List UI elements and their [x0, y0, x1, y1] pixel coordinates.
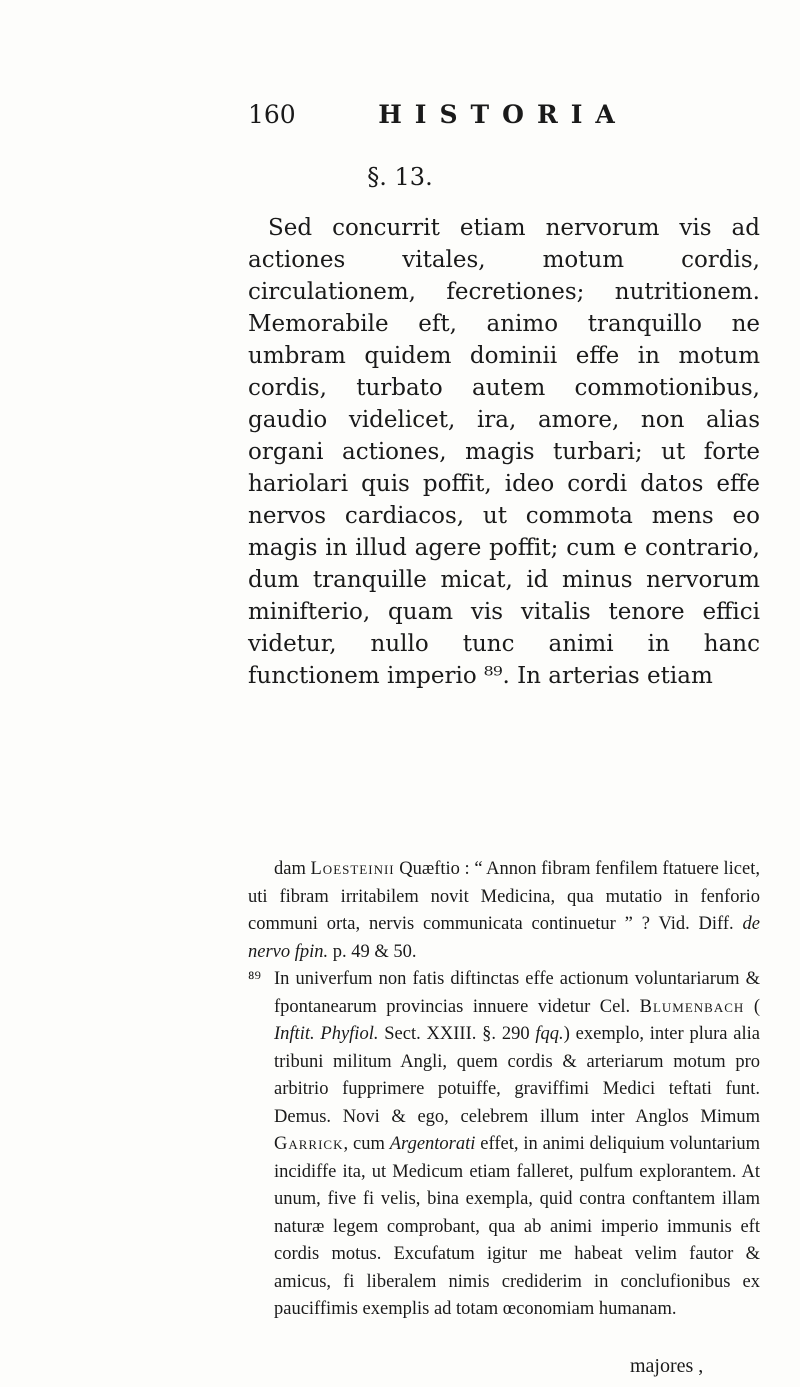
note-text: dam	[274, 859, 311, 879]
abbreviation: fqq.	[535, 1024, 564, 1044]
note-text: , cum	[343, 1134, 390, 1154]
note-text: ) exemplo, inter plura alia tribuni militum Angli, quem cordis & arteriarum motum pro arbitrio fupprimere potuiffe, graviffimi Medici teftati funt. Demus. Novi & ego, celebrem illum inter Anglos Mimum	[274, 1024, 761, 1127]
author-name: Loesteinii	[310, 859, 395, 879]
work-title: de nervo fpin.	[248, 914, 760, 962]
catchword: majores ,	[630, 1355, 704, 1377]
footnote-89	[248, 966, 760, 1324]
page-number: 160	[248, 100, 296, 129]
footnote-continuation	[248, 856, 760, 966]
author-name: Blumenbach	[639, 996, 745, 1017]
footnote-marker: ⁸⁹	[248, 969, 261, 989]
note-text: effet, in animi deliquium voluntarium incidiffe ita, ut Medicum etiam falleret, pulfum explorantem. At unum, five fi velis, bina exempla, quid contra conftantem illam naturæ legem comprobant, qua ab animi imperio immunis eft cordis motus. Excufatum igitur me habeat velim fautor & amicus, fi liberalem nimis crediderim in conclufionibus ex pauciffimis exemplis ad totam œconomiam humanam.	[274, 1134, 760, 1319]
author-name: Garrick	[274, 1134, 344, 1154]
note-text: In univerfum non fatis diftinctas effe actionum voluntariarum & fpontanearum provincias innuere videtur Cel.	[274, 969, 760, 1017]
note-text: p. 49 & 50.	[328, 941, 417, 962]
note-text: Sect. XXIII. §. 290	[378, 1024, 536, 1044]
work-title: Inftit. Phyfiol.	[274, 1024, 379, 1044]
note-text: (	[744, 996, 760, 1017]
main-text	[248, 212, 760, 692]
paragraph: Sed concurrit etiam nervorum vis ad actiones vitales, motum cordis, circulationem, fecretiones; nutritionem. Memorabile eft, animo tranquillo ne umbram quidem dominii effe in motum cordis, turbato autem commotionibus, gaudio videlicet, ira, amore, non alias organi actiones, magis turbari; ut forte hariolari quis poffit, ideo cordi datos effe nervos cardiacos, ut commota mens eo magis in illud agere poffit; cum e contrario, dum tranquille micat, id minus nervorum minifterio, quam vis vitalis tenore effici videtur, nullo tunc animi in hanc functionem imperio ⁸⁹. In arterias etiam	[248, 215, 760, 689]
running-title: HISTORIA	[378, 100, 628, 129]
note-text: Quæftio : “ Annon fibram fenfilem ftatuere licet, uti fibram irritabilem novit Medicina, qua mutatio in fenforio communi orta, nervis communicata continuetur ” ? Vid. Diff.	[248, 859, 760, 934]
running-head	[248, 100, 758, 130]
place-name: Argentorati	[389, 1134, 476, 1154]
section-heading: §. 13.	[367, 163, 433, 191]
footnotes	[248, 856, 760, 1324]
